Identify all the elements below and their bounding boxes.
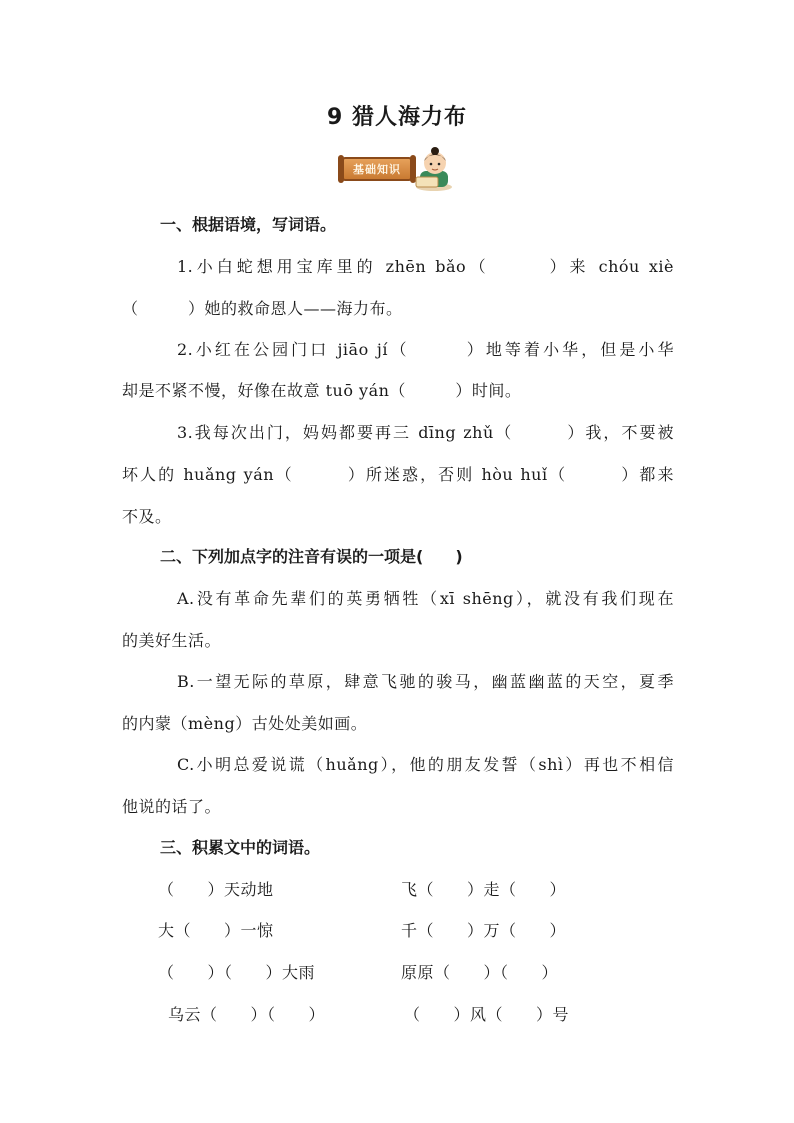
exercise-line: 坏人的 huǎng yán（ ）所迷惑，否则 hòu huǐ（ ）都来 [122,465,674,484]
idiom-blank: 大（ ）一惊 [158,921,274,940]
choice-b-line: B.一望无际的草原，肆意飞驰的骏马，幽蓝幽蓝的天空，夏季 [177,672,674,691]
idiom-blank: 千（ ）万（ ） [401,921,567,940]
badge-scroll [342,157,412,181]
exercise-line: （ ）她的救命恩人——海力布。 [122,299,403,318]
idiom-blank: （ ）天动地 [158,880,274,899]
exercise-line: 2.小红在公园门口 jiāo jí（ ）地等着小华，但是小华 [177,340,674,359]
badge-label: 基础知识 [353,163,401,176]
section-badge [338,147,456,191]
idiom-blank: 乌云（ ）（ ） [168,1005,326,1024]
reading-child-icon [410,147,456,191]
exercise-line: 3.我每次出门，妈妈都要再三 dīng zhǔ（ ）我，不要被 [177,423,674,442]
exercise-line: 1.小白蛇想用宝库里的 zhēn bǎo（ ）来 chóu xiè [177,257,674,276]
choice-a-line: A.没有革命先辈们的英勇牺牲（xī shēng），就没有我们现在 [177,589,674,608]
idiom-blank: （ ）（ ）大雨 [158,963,316,982]
choice-c-line: 他说的话了。 [122,797,222,816]
exercise-line: 却是不紧不慢，好像在故意 tuō yán（ ）时间。 [122,381,522,400]
section-heading-2: 二、下列加点字的注音有误的一项是( ) [160,547,463,566]
page-title: 9 猎人海力布 [327,105,467,130]
choice-c-line: C.小明总爱说谎（huǎng），他的朋友发誓（shì）再也不相信 [177,755,674,774]
exercise-line: 不及。 [122,507,172,526]
choice-a-line: 的美好生活。 [122,631,222,650]
idiom-blank: （ ）风（ ）号 [404,1005,570,1024]
section-heading-1: 一、根据语境，写词语。 [160,215,337,234]
section-heading-3: 三、积累文中的词语。 [160,838,321,857]
choice-b-line: 的内蒙（mèng）古处处美如画。 [122,714,368,733]
idiom-blank: 原原（ ）（ ） [401,963,559,982]
idiom-blank: 飞（ ）走（ ） [401,880,567,899]
